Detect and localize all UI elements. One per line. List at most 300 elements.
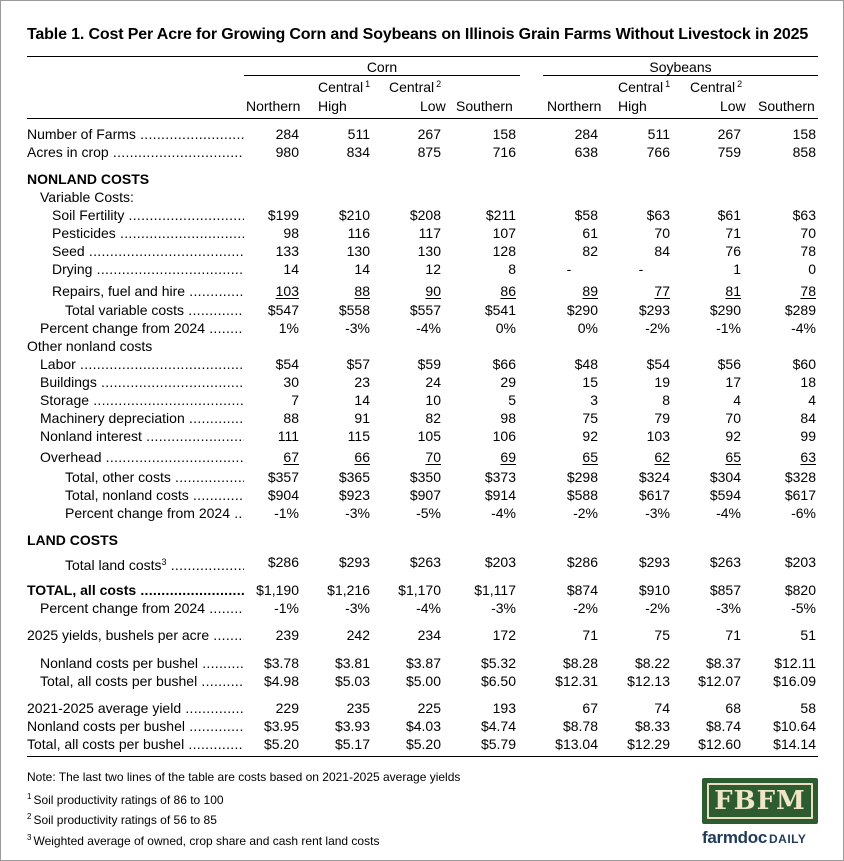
- table-cell: $357: [267, 469, 299, 485]
- table-cell: 235: [346, 700, 370, 716]
- table-cell: $3.81: [334, 655, 370, 671]
- table-cell: 82: [582, 243, 598, 259]
- soy-central-low-header-bottom: Low: [720, 98, 746, 114]
- table-cell: 111: [277, 428, 299, 444]
- table-cell: $56: [717, 356, 741, 372]
- soy-central-low-header-top: Central $^2$: [690, 79, 743, 95]
- row-label: Total variable costs .....: [65, 301, 244, 319]
- table-cell: $4.98: [263, 673, 299, 689]
- table-cell: 225: [417, 700, 441, 716]
- table-row: [0, 282, 844, 300]
- table-cell: 62: [654, 449, 670, 465]
- table-cell: 875: [417, 144, 441, 160]
- table-cell: $12.07: [698, 673, 741, 689]
- table-cell: 980: [275, 144, 299, 160]
- table-cell: -1%: [274, 600, 299, 616]
- row-label: Number of Farms .....: [27, 125, 244, 143]
- table-cell: -4%: [416, 600, 441, 616]
- table-row: [0, 486, 844, 504]
- table-cell: 78: [800, 283, 816, 299]
- table-cell: 84: [800, 410, 816, 426]
- table-cell: $541: [484, 302, 516, 318]
- table-cell: $54: [275, 356, 299, 372]
- row-label: Seed .....: [52, 242, 244, 260]
- table-cell: 284: [275, 126, 299, 142]
- row-label: LAND COSTS: [27, 532, 118, 548]
- table-cell: 75: [654, 627, 670, 643]
- table-cell: 107: [492, 225, 516, 241]
- table-cell: 30: [283, 374, 299, 390]
- row-label: Overhead .....: [40, 448, 244, 466]
- table-cell: $263: [709, 554, 741, 570]
- table-cell: 229: [275, 700, 299, 716]
- table-cell: 511: [347, 126, 370, 142]
- row-label: Storage .....: [40, 391, 244, 409]
- table-cell: 3: [590, 392, 598, 408]
- table-cell: 130: [417, 243, 441, 259]
- table-cell: $820: [784, 582, 816, 598]
- table-cell: -1%: [274, 505, 299, 521]
- table-row: [0, 672, 844, 690]
- table-cell: $617: [638, 487, 670, 503]
- table-cell: 74: [654, 700, 670, 716]
- table-cell: $874: [566, 582, 598, 598]
- table-cell: $16.09: [773, 673, 816, 689]
- table-cell: 116: [347, 225, 370, 241]
- note-2: $^2$ Soil productivity ratings of 56 to 85: [27, 812, 217, 827]
- table-cell: $8.33: [634, 718, 670, 734]
- corn-group-label: Corn: [366, 59, 398, 75]
- corn-central-high-header-top: Central $^1$: [318, 79, 371, 95]
- table-cell: -3%: [645, 505, 670, 521]
- soy-central-high-header-top: Central $^1$: [618, 79, 671, 95]
- table-cell: $5.03: [334, 673, 370, 689]
- row-label: Nonland interest .....: [40, 427, 244, 445]
- soybeans-group-rule: [543, 75, 818, 76]
- table-cell: 0%: [495, 320, 516, 336]
- row-label: 2021-2025 average yield .....: [27, 699, 244, 717]
- table-cell: -: [638, 261, 644, 277]
- row-label: Percent change from 2024 .....: [40, 319, 244, 337]
- table-cell: 0%: [577, 320, 598, 336]
- table-cell: $365: [338, 469, 370, 485]
- table-cell: 76: [725, 243, 741, 259]
- table-cell: $211: [485, 207, 516, 223]
- table-cell: 1: [733, 261, 741, 277]
- row-label: Nonland costs per bushel .....: [40, 654, 244, 672]
- table-cell: $5.32: [480, 655, 516, 671]
- table-cell: 4: [808, 392, 816, 408]
- table-cell: -3%: [345, 600, 370, 616]
- table-cell: 58: [800, 700, 816, 716]
- table-cell: $3.95: [263, 718, 299, 734]
- table-row: [0, 699, 844, 717]
- table-cell: $293: [638, 554, 670, 570]
- table-cell: 71: [582, 627, 598, 643]
- table-cell: 71: [725, 627, 741, 643]
- table-cell: $857: [709, 582, 741, 598]
- table-cell: 766: [646, 144, 670, 160]
- row-label: Variable Costs:: [40, 189, 134, 205]
- daily-logo-text: DAILY: [768, 832, 807, 846]
- table-cell: 70: [654, 225, 670, 241]
- table-cell: -2%: [573, 505, 598, 521]
- table-cell: 82: [425, 410, 441, 426]
- soy-southern-header: Southern: [758, 98, 815, 114]
- table-cell: 4: [733, 392, 741, 408]
- table-cell: 77: [654, 283, 670, 299]
- table-cell: 88: [283, 410, 299, 426]
- table-cell: $3.93: [334, 718, 370, 734]
- table-cell: -: [566, 261, 572, 277]
- table-cell: -3%: [345, 505, 370, 521]
- row-label: Total, all costs per bushel .....: [40, 672, 244, 690]
- table-cell: 99: [800, 428, 816, 444]
- table-cell: $588: [566, 487, 598, 503]
- table-cell: $57: [346, 356, 370, 372]
- table-cell: $48: [574, 356, 598, 372]
- corn-northern-header: Northern: [246, 98, 301, 114]
- row-label: Total, all costs per bushel .....: [27, 735, 244, 753]
- table-cell: 51: [800, 627, 816, 643]
- table-cell: $66: [492, 356, 516, 372]
- table-cell: 158: [792, 126, 816, 142]
- table-cell: 284: [574, 126, 598, 142]
- table-cell: 98: [500, 410, 516, 426]
- table-cell: $617: [784, 487, 816, 503]
- row-label: Percent change from 2024 .....: [65, 504, 244, 522]
- table-row: [0, 301, 844, 319]
- table-cell: $12.13: [627, 673, 670, 689]
- table-row: [0, 242, 844, 260]
- row-label: Labor .....: [40, 355, 244, 373]
- table-cell: $5.20: [263, 736, 299, 752]
- table-cell: $290: [566, 302, 598, 318]
- table-row: [0, 170, 844, 188]
- table-cell: $14.14: [773, 736, 816, 752]
- table-cell: -2%: [573, 600, 598, 616]
- table-cell: $910: [638, 582, 670, 598]
- table-cell: $58: [574, 207, 598, 223]
- table-cell: $12.60: [698, 736, 741, 752]
- table-cell: -5%: [416, 505, 441, 521]
- table-cell: -4%: [716, 505, 741, 521]
- table-row: [0, 206, 844, 224]
- table-cell: 858: [792, 144, 816, 160]
- table-cell: 1%: [278, 320, 299, 336]
- row-label: Repairs, fuel and hire .....: [52, 282, 244, 300]
- table-cell: $12.11: [774, 655, 816, 671]
- table-cell: 66: [354, 449, 370, 465]
- table-cell: $208: [409, 207, 441, 223]
- table-cell: $350: [409, 469, 441, 485]
- table-cell: $4.74: [480, 718, 516, 734]
- table-cell: 158: [492, 126, 516, 142]
- table-cell: $210: [338, 207, 370, 223]
- soy-central-high-header-bottom: High: [618, 98, 647, 114]
- fbfm-logo: [702, 778, 818, 824]
- table-cell: $328: [784, 469, 816, 485]
- table-cell: 71: [725, 225, 741, 241]
- table-cell: $1,190: [256, 582, 299, 598]
- table-row: [0, 654, 844, 672]
- table-row: [0, 125, 844, 143]
- table-cell: 14: [283, 261, 299, 277]
- table-title: Table 1. Cost Per Acre for Growing Corn and Soybeans on Illinois Grain Farms Without Livestock in 2025: [27, 26, 809, 43]
- table-cell: 98: [283, 225, 299, 241]
- table-cell: $557: [409, 302, 441, 318]
- table-cell: $263: [409, 554, 441, 570]
- table-cell: 70: [725, 410, 741, 426]
- table-cell: 115: [347, 428, 370, 444]
- table-cell: 133: [275, 243, 299, 259]
- table-row: [0, 260, 844, 278]
- table-cell: 70: [425, 449, 441, 465]
- table-cell: $907: [409, 487, 441, 503]
- table-cell: $61: [717, 207, 741, 223]
- table-cell: 267: [717, 126, 741, 142]
- header-rule: [27, 118, 818, 119]
- table-cell: 23: [354, 374, 370, 390]
- table-cell: 14: [354, 392, 370, 408]
- table-cell: 84: [654, 243, 670, 259]
- table-cell: 14: [354, 261, 370, 277]
- table-cell: 511: [647, 126, 670, 142]
- table-cell: 92: [725, 428, 741, 444]
- table-cell: 638: [574, 144, 598, 160]
- table-cell: 24: [425, 374, 441, 390]
- table-cell: 29: [500, 374, 516, 390]
- table-cell: 8: [662, 392, 670, 408]
- table-cell: -4%: [791, 320, 816, 336]
- table-cell: $5.20: [405, 736, 441, 752]
- table-cell: -1%: [716, 320, 741, 336]
- table-cell: 88: [354, 283, 370, 299]
- table-cell: $8.28: [562, 655, 598, 671]
- table-row: [0, 143, 844, 161]
- table-cell: $63: [646, 207, 670, 223]
- row-label: Total, nonland costs .....: [65, 486, 244, 504]
- table-cell: 242: [346, 627, 370, 643]
- table-row: [0, 504, 844, 522]
- farmdoc-logo-text: farmdoc: [702, 828, 767, 847]
- table-cell: 67: [283, 449, 299, 465]
- table-cell: $5.79: [480, 736, 516, 752]
- table-row: [0, 409, 844, 427]
- row-label: Soil Fertility .....: [52, 206, 244, 224]
- table-cell: 70: [800, 225, 816, 241]
- table-row: [0, 626, 844, 644]
- table-cell: 0: [808, 261, 816, 277]
- table-row: [0, 735, 844, 753]
- table-cell: $10.64: [773, 718, 816, 734]
- table-cell: 67: [582, 700, 598, 716]
- table-cell: 68: [725, 700, 741, 716]
- corn-central-low-header-top: Central $^2$: [389, 79, 442, 95]
- soybeans-group-label: Soybeans: [649, 59, 712, 75]
- table-cell: 63: [800, 449, 816, 465]
- table-cell: $8.37: [705, 655, 741, 671]
- corn-central-low-header-bottom: Low: [420, 98, 446, 114]
- table-row: [0, 319, 844, 337]
- table-cell: $1,117: [474, 582, 516, 598]
- table-row: [0, 427, 844, 445]
- table-cell: $558: [338, 302, 370, 318]
- corn-southern-header: Southern: [456, 98, 513, 114]
- row-label: Drying .....: [52, 260, 244, 278]
- table-cell: 81: [725, 283, 741, 299]
- table-cell: 128: [492, 243, 516, 259]
- table-cell: $203: [484, 554, 516, 570]
- table-cell: -4%: [416, 320, 441, 336]
- table-cell: $5.00: [405, 673, 441, 689]
- table-cell: $60: [792, 356, 816, 372]
- table-cell: -2%: [645, 600, 670, 616]
- row-label: Pesticides .....: [52, 224, 244, 242]
- table-cell: 90: [425, 283, 441, 299]
- table-cell: 12: [425, 261, 441, 277]
- table-cell: $5.17: [334, 736, 370, 752]
- table-cell: $290: [709, 302, 741, 318]
- table-cell: $12.31: [555, 673, 598, 689]
- table-cell: 172: [492, 627, 516, 643]
- table-cell: 79: [654, 410, 670, 426]
- table-cell: 267: [417, 126, 441, 142]
- table-cell: -3%: [716, 600, 741, 616]
- bottom-rule: [27, 756, 818, 757]
- table-cell: 78: [800, 243, 816, 259]
- farmdoc-daily-logo: [702, 828, 822, 848]
- table-cell: 5: [508, 392, 516, 408]
- table-cell: -4%: [491, 505, 516, 521]
- table-cell: $914: [484, 487, 516, 503]
- table-cell: -5%: [791, 600, 816, 616]
- table-cell: 65: [725, 449, 741, 465]
- row-label: NONLAND COSTS: [27, 171, 150, 187]
- table-cell: $904: [267, 487, 299, 503]
- table-cell: 103: [275, 283, 299, 299]
- table-cell: $304: [709, 469, 741, 485]
- table-cell: $293: [338, 554, 370, 570]
- table-cell: 759: [717, 144, 741, 160]
- table-row: [0, 188, 844, 206]
- corn-central-high-header-bottom: High: [318, 98, 347, 114]
- table-cell: $63: [792, 207, 816, 223]
- table-cell: $199: [267, 207, 299, 223]
- table-cell: 834: [346, 144, 370, 160]
- table-row: [0, 373, 844, 391]
- row-label: TOTAL, all costs .....: [27, 581, 244, 599]
- table-row: [0, 224, 844, 242]
- table-cell: $203: [784, 554, 816, 570]
- soy-northern-header: Northern: [547, 98, 602, 114]
- table-cell: $286: [566, 554, 598, 570]
- table-cell: $298: [566, 469, 598, 485]
- table-row: [0, 355, 844, 373]
- table-cell: 17: [725, 374, 741, 390]
- row-label: Total land costs$^3$ .....: [65, 553, 244, 574]
- row-label: Acres in crop .....: [27, 143, 244, 161]
- table-cell: $6.50: [480, 673, 516, 689]
- table-cell: 106: [492, 428, 516, 444]
- row-label: Other nonland costs: [27, 338, 153, 354]
- note-1: $^1$ Soil productivity ratings of 86 to 100: [27, 792, 224, 807]
- row-label: Buildings .....: [40, 373, 244, 391]
- table-cell: $594: [709, 487, 741, 503]
- table-cell: 103: [646, 428, 670, 444]
- table-cell: 75: [582, 410, 598, 426]
- table-cell: 69: [500, 449, 516, 465]
- table-cell: 105: [417, 428, 441, 444]
- table-cell: 234: [417, 627, 441, 643]
- table-cell: $373: [484, 469, 516, 485]
- table-cell: $547: [267, 302, 299, 318]
- table-cell: $12.29: [627, 736, 670, 752]
- note-main: Note: The last two lines of the table are costs based on 2021-2025 average yields: [27, 770, 461, 784]
- table-cell: $1,216: [327, 582, 370, 598]
- table-cell: 89: [582, 283, 598, 299]
- table-cell: 10: [425, 392, 441, 408]
- row-label: Nonland costs per bushel .....: [27, 717, 244, 735]
- table-row: [0, 599, 844, 617]
- table-cell: 91: [354, 410, 370, 426]
- fbfm-logo-text: FBFM: [707, 783, 813, 819]
- table-row: [0, 717, 844, 735]
- table-cell: $923: [338, 487, 370, 503]
- table-cell: $8.22: [634, 655, 670, 671]
- table-cell: 117: [418, 225, 441, 241]
- table-cell: 8: [508, 261, 516, 277]
- table-cell: 716: [492, 144, 516, 160]
- table-cell: 86: [500, 283, 516, 299]
- row-label: Total, other costs .....: [65, 468, 244, 486]
- table-cell: $8.74: [705, 718, 741, 734]
- table-row: [0, 468, 844, 486]
- row-label: Machinery depreciation .....: [40, 409, 244, 427]
- table-cell: $289: [784, 302, 816, 318]
- note-3: $^3$ Weighted average of owned, crop share and cash rent land costs: [27, 833, 380, 848]
- table-row: [0, 553, 844, 571]
- table-cell: 19: [654, 374, 670, 390]
- table-row: [0, 448, 844, 466]
- table-cell: $4.03: [405, 718, 441, 734]
- table-row: [0, 581, 844, 599]
- table-cell: -6%: [791, 505, 816, 521]
- row-label: 2025 yields, bushels per acre .....: [27, 626, 244, 644]
- table-cell: $54: [646, 356, 670, 372]
- table-cell: $8.78: [562, 718, 598, 734]
- table-row: [0, 337, 844, 355]
- table-cell: $3.87: [405, 655, 441, 671]
- table-cell: $13.04: [555, 736, 598, 752]
- table-cell: -3%: [491, 600, 516, 616]
- table-cell: $286: [267, 554, 299, 570]
- table-cell: -3%: [345, 320, 370, 336]
- table-cell: 92: [582, 428, 598, 444]
- table-row: [0, 391, 844, 409]
- table-cell: 239: [275, 627, 299, 643]
- table-cell: -2%: [645, 320, 670, 336]
- top-rule: [27, 56, 818, 57]
- table-row: [0, 531, 844, 549]
- table-cell: $3.78: [263, 655, 299, 671]
- row-label: Percent change from 2024 .....: [40, 599, 244, 617]
- table-cell: 18: [800, 374, 816, 390]
- table-cell: 65: [582, 449, 598, 465]
- table-cell: 130: [346, 243, 370, 259]
- table-cell: 7: [291, 392, 299, 408]
- corn-group-rule: [244, 75, 520, 76]
